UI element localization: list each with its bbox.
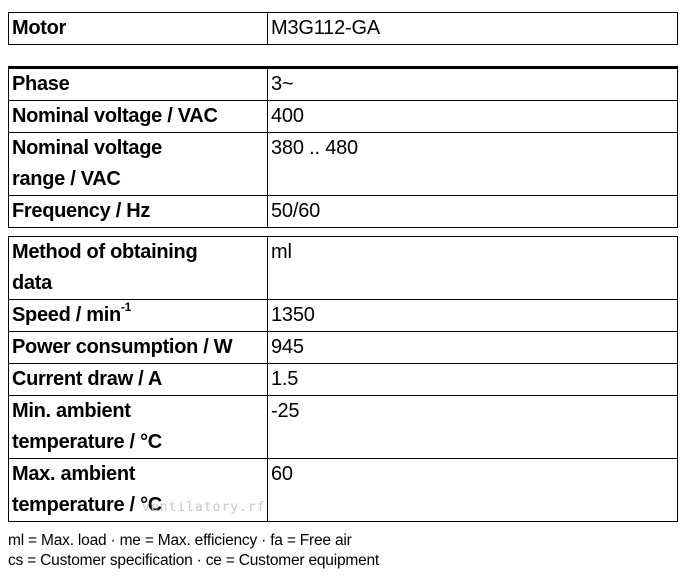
table-row	[9, 364, 678, 396]
electrical-specs-table	[8, 66, 678, 228]
speed-label	[9, 300, 268, 332]
table-row	[9, 237, 678, 300]
frequency-label: Frequency / Hz	[9, 196, 268, 228]
power-value: 945	[268, 332, 678, 364]
voltage-range-value: 380 .. 480	[268, 133, 678, 196]
frequency-value: 50/60	[268, 196, 678, 228]
table-row	[9, 13, 678, 45]
max-temp-label-line1: Max. ambient	[12, 463, 136, 485]
voltage-range-label	[9, 133, 268, 196]
watermark: ventilatory.rf	[142, 500, 266, 515]
method-label-line2: data	[12, 272, 52, 294]
nominal-voltage-value: 400	[268, 101, 678, 133]
min-temp-value: -25	[268, 396, 678, 459]
current-value: 1.5	[268, 364, 678, 396]
min-temp-label	[9, 396, 268, 459]
motor-label: Motor	[9, 13, 268, 45]
speed-label-text: Speed / min	[12, 304, 121, 326]
table-row	[9, 300, 678, 332]
current-label: Current draw / A	[9, 364, 268, 396]
min-temp-label-line1: Min. ambient	[12, 400, 131, 422]
phase-value: 3~	[268, 68, 678, 101]
table-row	[9, 101, 678, 133]
motor-table	[8, 12, 678, 45]
motor-value: M3G112-GA	[268, 13, 678, 45]
max-temp-value: 60	[268, 459, 678, 522]
operating-data-table	[8, 236, 678, 522]
table-row	[9, 396, 678, 459]
table-row	[9, 133, 678, 196]
voltage-range-label-line2: range / VAC	[12, 168, 121, 190]
table-row	[9, 332, 678, 364]
min-temp-label-line2: temperature / °C	[12, 431, 162, 453]
method-label-line1: Method of obtaining	[12, 241, 198, 263]
footnote-abbreviations-1: ml = Max. load · me = Max. efficiency · fa = Free air	[8, 532, 352, 549]
table-row	[9, 459, 678, 522]
power-label: Power consumption / W	[9, 332, 268, 364]
phase-label: Phase	[9, 68, 268, 101]
footnote-abbreviations-2: cs = Customer specification · ce = Customer equipment	[8, 552, 380, 569]
speed-value: 1350	[268, 300, 678, 332]
method-value: ml	[268, 237, 678, 300]
nominal-voltage-label: Nominal voltage / VAC	[9, 101, 268, 133]
table-row	[9, 196, 678, 228]
table-row	[9, 68, 678, 101]
method-label	[9, 237, 268, 300]
voltage-range-label-line1: Nominal voltage	[12, 137, 162, 159]
speed-label-superscript: -1	[120, 300, 132, 315]
max-temp-label-line2: temperature / °C	[12, 494, 162, 516]
